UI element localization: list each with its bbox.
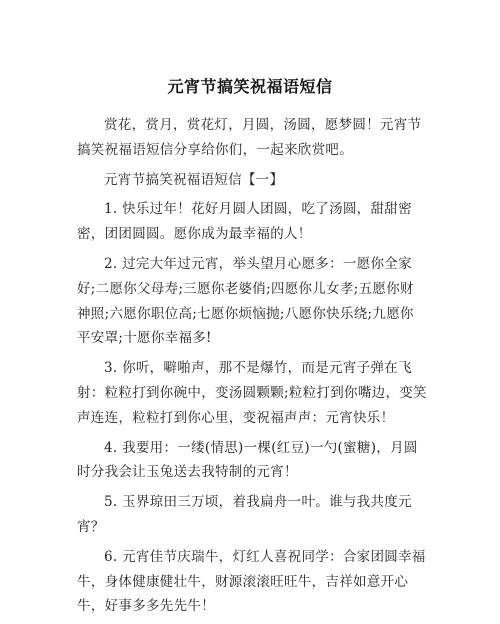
list-item: 2. 过完大年过元宵，举头望月心愿多：一愿你全家好;二愿你父母寿;三愿你老婆俏;四愿你儿女孝;五愿你财神照;六愿你职位高;七愿你烦恼抛;八愿你快乐绕;九愿你平安罩;十愿你幸福多!	[77, 255, 414, 347]
list-item: 6. 元宵佳节庆瑞牛，灯红人喜祝同学：合家团圆幸福牛，身体健康健壮牛，财源滚滚旺旺牛，吉祥如意开心牛，好事多多先先牛！	[77, 548, 426, 615]
list-item: 4. 我要用：一缕(情思)一棵(红豆)一勺(蜜糖)，月圆时分我会让玉兔送去我特制的元宵！	[77, 439, 418, 481]
section-heading: 元宵节搞笑祝福语短信【一】	[104, 171, 284, 188]
list-item: 5. 玉界琼田三万顷，着我扁舟一叶。谁与我共度元宵？	[77, 494, 412, 535]
document-title: 元宵节搞笑祝福语短信	[167, 77, 333, 96]
intro-paragraph: 赏花，赏月，赏花灯，月圆，汤圆，愿梦圆！元宵节搞笑祝福语短信分享给你们，一起来欣赏吧。	[77, 117, 422, 158]
document-body	[77, 113, 427, 624]
list-item: 1. 快乐过年！花好月圆人团圆，吃了汤圆，甜甜密密，团团圆圆。愿你成为最幸福的人！	[77, 201, 412, 243]
list-item: 3. 你听，噼啪声，那不是爆竹，而是元宵子弹在飞射：粒粒打到你碗中，变汤圆颗颗;粒粒打到你嘴边，变笑声连连，粒粒打到你心里，变祝福声声：元宵快乐！	[77, 360, 427, 426]
